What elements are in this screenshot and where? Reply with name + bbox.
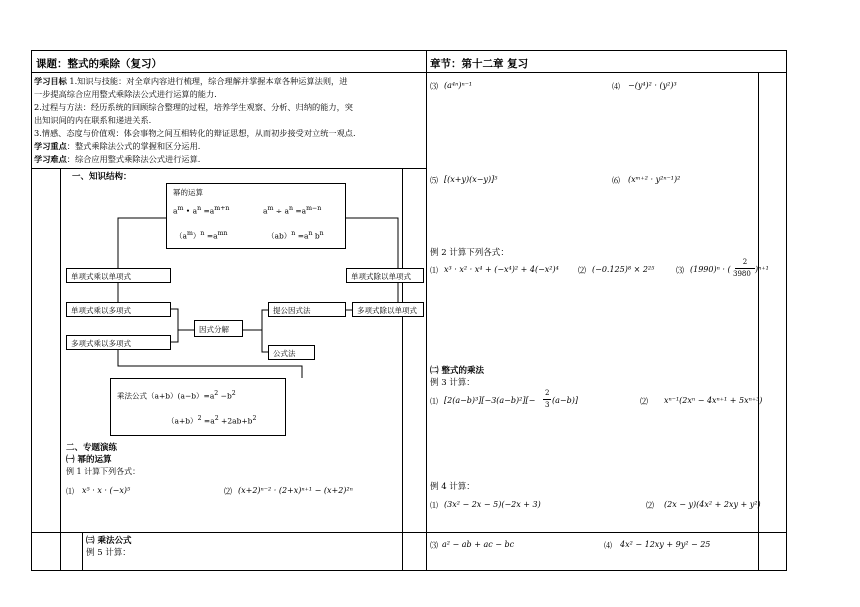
ex3-q2: xⁿ⁻¹(2xⁿ − 4xⁿ⁺¹ + 5xⁿ⁺³): [664, 396, 763, 405]
sub-formula-heading: ㈢ 乘法公式: [86, 536, 132, 546]
power-rule-3: $(a^m)^n =a^{mn}$: [175, 230, 228, 241]
ex5-q3-num: ⑶: [430, 541, 438, 550]
ex1-q1: x⁵ · x · (−x)⁵: [82, 486, 131, 495]
ex2-q3-left: (1990)ⁿ · (: [690, 265, 731, 274]
power-rules-title: 幂的运算: [173, 188, 203, 197]
objectives-label: 学习目标: [34, 76, 67, 86]
ex2-q3-frac-bottom: 3980: [733, 270, 751, 278]
sub-multiplication-heading: ㈡ 整式的乘法: [430, 366, 484, 376]
focus-label: 学习重点: [34, 141, 67, 151]
topics-heading: 二、专题演练: [66, 443, 118, 453]
ex4-q2: (2x − y)(4x² + 2xy + y²): [664, 500, 761, 509]
formula-2: $(a+b)^2 =a^2 +2ab+b^2$: [167, 415, 257, 426]
ex1-q1-num: ⑴: [66, 487, 74, 496]
ex4-q1-num: ⑴: [430, 501, 438, 510]
ex3-q1-frac-bottom: 3: [545, 401, 550, 409]
example4-title: 例 4 计算：: [430, 482, 475, 492]
ex4-q1: (3x² − 2x − 5)(−2x + 3): [444, 500, 541, 509]
common-factor-box: 提公因式法: [268, 302, 346, 317]
mono-times-poly-box: 单项式乘以多项式: [66, 302, 171, 317]
ex1-q6-num: ⑹: [612, 176, 620, 185]
example3-title: 例 3 计算：: [430, 378, 475, 388]
ex2-q2-num: ⑵: [578, 266, 586, 275]
objectives-line1: 1.知识与技能：对全章内容进行梳理，综合理解并掌握本章各种运算法则，进: [69, 76, 348, 86]
ex2-q1-num: ⑴: [430, 266, 438, 275]
poly-div-mono-box: 多项式除以单项式: [352, 302, 424, 317]
ex1-q2-num: ⑵: [224, 487, 232, 496]
sub-power-heading: ㈠ 幂的运算: [66, 455, 112, 465]
ex2-q2: (−0.125)⁸ × 2²⁵: [592, 265, 655, 274]
example1-title: 例 1 计算下列各式：: [66, 467, 141, 476]
ex3-q2-num: ⑵: [640, 397, 648, 406]
ex1-q3-num: ⑶: [430, 82, 438, 91]
power-rule-2: $a^m \div a^n =a^{m-n}$: [263, 205, 322, 216]
ex2-q3-frac-bar: [735, 268, 755, 269]
ex1-q2: (x+2)ⁿ⁻² · (2+x)ⁿ⁺¹ − (x+2)²ⁿ: [238, 486, 353, 495]
ex1-q5-num: ⑸: [430, 176, 438, 185]
formula-1: 乘法公式$(a+b)(a-b)=a^2 -b^2$: [117, 390, 236, 401]
objectives-line2: 一步提高综合应用整式乘除法公式进行运算的能力.: [34, 89, 217, 99]
ex5-q4: 4x² − 12xy + 9y² − 25: [620, 540, 711, 549]
power-rules-box: [166, 183, 346, 249]
ex1-q4-num: ⑷: [612, 82, 620, 91]
ex1-q5: [(x+y)(x−y)]⁵: [444, 175, 498, 184]
ex1-q3: (a⁴ⁿ)ⁿ⁻¹: [444, 81, 473, 90]
knowledge-heading: 一、知识结构：: [72, 172, 132, 182]
ex3-q1-left: [2(a−b)³][−3(a−b)²][−: [444, 396, 536, 405]
ex5-q3: a² − ab + ac − bc: [442, 540, 515, 549]
focus-text: ：整式乘除法公式的掌握和区分运用.: [66, 141, 201, 151]
objectives-line3: 2.过程与方法：经历系统的回顾综合整理的过程，培养学生观察、分析、归纳的能力，突: [34, 102, 353, 112]
poly-times-poly-box: 多项式乘以多项式: [66, 335, 171, 350]
multiplication-formula-box: [110, 378, 286, 436]
factorization-box: 因式分解: [194, 320, 243, 337]
objectives-line5: 3.情感、态度与价值观：体会事物之间互相转化的辩证思想，从而初步接受对立统一观点.: [34, 128, 356, 138]
objectives-line4: 出知识间的内在联系和递进关系.: [34, 115, 152, 125]
ex2-q3-num: ⑶: [676, 266, 684, 275]
mono-div-mono-box: 单项式除以单项式: [346, 268, 424, 283]
formula-method-box: 公式法: [268, 345, 315, 360]
difficulty-text: ：综合应用整式乘除法公式进行运算.: [66, 154, 201, 164]
ex3-q1-right: (a−b)]: [552, 396, 578, 405]
ex1-q4: −(y⁴)² · (y²)³: [628, 81, 677, 90]
ex2-q3-right: )ⁿ⁺¹: [755, 265, 769, 274]
ex1-q6: (xᵐ⁺² · y²ⁿ⁻¹)²: [628, 175, 681, 184]
ex3-q1-num: ⑴: [430, 397, 438, 406]
power-rule-1: $a^m$ • $a^n =a^{m+n}$: [173, 205, 230, 216]
example2-title: 例 2 计算下列各式：: [430, 248, 509, 258]
lesson-title: 课题：整式的乘除（复习）: [36, 58, 162, 70]
ex3-q1-frac-top: 2: [545, 389, 550, 397]
ex2-q3-frac-top: 2: [742, 258, 748, 266]
power-rule-4: $(ab)^n =a^n$ $b^n$: [267, 230, 324, 241]
ex5-q4-num: ⑷: [604, 541, 612, 550]
ex4-q2-num: ⑵: [646, 501, 654, 510]
chapter-title: 章节：第十二章 复习: [430, 58, 529, 70]
mono-times-mono-box: 单项式乘以单项式: [66, 268, 171, 283]
difficulty-label: 学习难点: [34, 154, 67, 164]
ex3-q1-frac-bar: [543, 399, 551, 400]
ex2-q1: x³ · x² · x⁴ + (−x⁴)² + 4(−x²)⁴: [444, 265, 559, 274]
example5-title: 例 5 计算：: [86, 548, 131, 558]
